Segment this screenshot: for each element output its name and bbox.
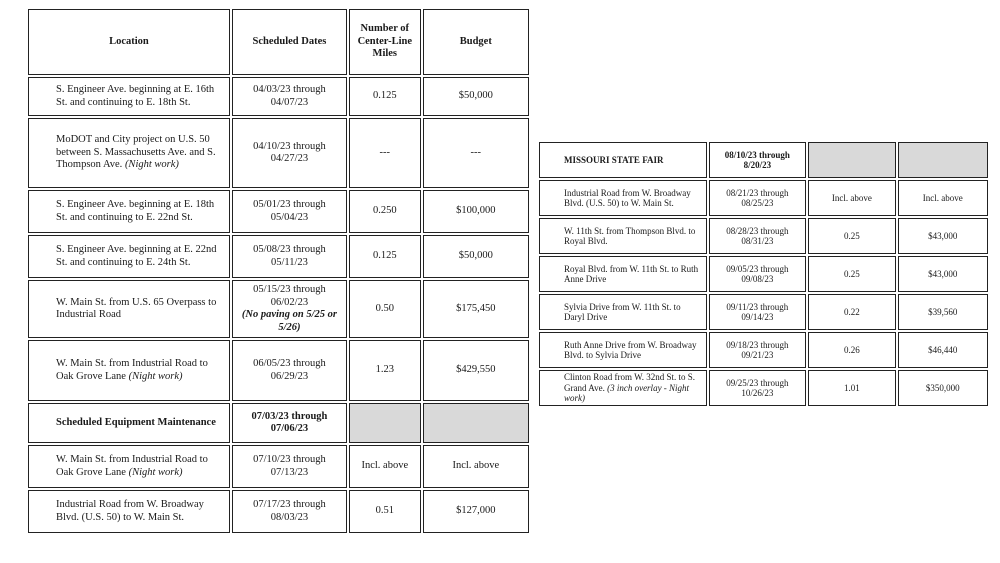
miles-cell: 0.25 bbox=[808, 218, 895, 254]
location-cell: Industrial Road from W. Broadway Blvd. (U.S. 50) to W. Main St. bbox=[539, 180, 707, 216]
state-fair-schedule-table bbox=[537, 140, 990, 408]
shaded-cell bbox=[898, 142, 988, 178]
table-row bbox=[539, 180, 988, 216]
shaded-cell bbox=[808, 142, 895, 178]
budget-cell: $50,000 bbox=[423, 77, 529, 116]
location-cell: S. Engineer Ave. beginning at E. 16th St. and continuing to E. 18th St. bbox=[28, 77, 230, 116]
dates-cell: 09/18/23 through 09/21/23 bbox=[709, 332, 807, 368]
dates-cell: 04/10/23 through 04/27/23 bbox=[232, 118, 347, 188]
dates-cell: 07/03/23 through 07/06/23 bbox=[232, 403, 347, 443]
table-row bbox=[28, 490, 529, 533]
table-row bbox=[539, 332, 988, 368]
location-cell: Royal Blvd. from W. 11th St. to Ruth Anne Drive bbox=[539, 256, 707, 292]
table-row bbox=[539, 294, 988, 330]
dates-cell: 07/10/23 through 07/13/23 bbox=[232, 445, 347, 488]
miles-cell: 0.125 bbox=[349, 235, 421, 278]
table-row bbox=[28, 445, 529, 488]
budget-cell: $429,550 bbox=[423, 340, 529, 401]
paving-schedule-table bbox=[26, 7, 531, 535]
location-cell: W. Main St. from Industrial Road to Oak Grove Lane (Night work) bbox=[28, 445, 230, 488]
budget-cell: --- bbox=[423, 118, 529, 188]
section-label: MISSOURI STATE FAIR bbox=[539, 142, 707, 178]
miles-cell: 0.25 bbox=[808, 256, 895, 292]
budget-cell: $43,000 bbox=[898, 256, 988, 292]
dates-cell: 09/25/23 through 10/26/23 bbox=[709, 370, 807, 406]
miles-cell: 0.51 bbox=[349, 490, 421, 533]
dates-cell: 05/01/23 through 05/04/23 bbox=[232, 190, 347, 233]
location-cell: W. Main St. from U.S. 65 Overpass to Industrial Road bbox=[28, 280, 230, 338]
table-row bbox=[539, 256, 988, 292]
miles-cell: 1.23 bbox=[349, 340, 421, 401]
table-row bbox=[28, 77, 529, 116]
dates-cell: 05/15/23 through 06/02/23 (No paving on 5/25 or 5/26) bbox=[232, 280, 347, 338]
location-cell: MoDOT and City project on U.S. 50 between S. Massachusetts Ave. and S. Thompson Ave. (Night work) bbox=[28, 118, 230, 188]
dates-cell: 06/05/23 through 06/29/23 bbox=[232, 340, 347, 401]
table-row bbox=[28, 235, 529, 278]
dates-cell: 09/05/23 through 09/08/23 bbox=[709, 256, 807, 292]
table-row bbox=[28, 280, 529, 338]
section-label: Scheduled Equipment Maintenance bbox=[28, 403, 230, 443]
miles-cell: --- bbox=[349, 118, 421, 188]
dates-cell: 07/17/23 through 08/03/23 bbox=[232, 490, 347, 533]
location-cell: Ruth Anne Drive from W. Broadway Blvd. to Sylvia Drive bbox=[539, 332, 707, 368]
budget-cell: $100,000 bbox=[423, 190, 529, 233]
budget-cell: $350,000 bbox=[898, 370, 988, 406]
dates-cell: 04/03/23 through 04/07/23 bbox=[232, 77, 347, 116]
dates-cell: 08/10/23 through 8/20/23 bbox=[709, 142, 807, 178]
dates-cell: 05/08/23 through 05/11/23 bbox=[232, 235, 347, 278]
header-budget: Budget bbox=[423, 9, 529, 75]
budget-cell: Incl. above bbox=[423, 445, 529, 488]
table-row bbox=[28, 340, 529, 401]
header-location: Location bbox=[28, 9, 230, 75]
table-row bbox=[539, 370, 988, 406]
miles-cell: 0.26 bbox=[808, 332, 895, 368]
miles-cell: 0.125 bbox=[349, 77, 421, 116]
location-cell: S. Engineer Ave. beginning at E. 22nd St. and continuing to E. 24th St. bbox=[28, 235, 230, 278]
location-cell: W. 11th St. from Thompson Blvd. to Royal Blvd. bbox=[539, 218, 707, 254]
miles-cell: 0.250 bbox=[349, 190, 421, 233]
shaded-cell bbox=[423, 403, 529, 443]
table-section-row bbox=[539, 142, 988, 178]
header-center-line-miles: Number of Center-Line Miles bbox=[349, 9, 421, 75]
budget-cell: $43,000 bbox=[898, 218, 988, 254]
location-cell: Industrial Road from W. Broadway Blvd. (U.S. 50) to W. Main St. bbox=[28, 490, 230, 533]
location-cell: W. Main St. from Industrial Road to Oak Grove Lane (Night work) bbox=[28, 340, 230, 401]
table-row bbox=[539, 218, 988, 254]
table-row bbox=[28, 190, 529, 233]
shaded-cell bbox=[349, 403, 421, 443]
miles-cell: 0.22 bbox=[808, 294, 895, 330]
budget-cell: $39,560 bbox=[898, 294, 988, 330]
miles-cell: 1.01 bbox=[808, 370, 895, 406]
miles-cell: Incl. above bbox=[349, 445, 421, 488]
miles-cell: 0.50 bbox=[349, 280, 421, 338]
budget-cell: $50,000 bbox=[423, 235, 529, 278]
location-cell: S. Engineer Ave. beginning at E. 18th St. and continuing to E. 22nd St. bbox=[28, 190, 230, 233]
dates-cell: 08/28/23 through 08/31/23 bbox=[709, 218, 807, 254]
table-section-row bbox=[28, 403, 529, 443]
dates-cell: 09/11/23 through 09/14/23 bbox=[709, 294, 807, 330]
budget-cell: $46,440 bbox=[898, 332, 988, 368]
table-row bbox=[28, 118, 529, 188]
dates-cell: 08/21/23 through 08/25/23 bbox=[709, 180, 807, 216]
budget-cell: Incl. above bbox=[898, 180, 988, 216]
header-scheduled-dates: Scheduled Dates bbox=[232, 9, 347, 75]
budget-cell: $175,450 bbox=[423, 280, 529, 338]
budget-cell: $127,000 bbox=[423, 490, 529, 533]
location-cell: Clinton Road from W. 32nd St. to S. Grand Ave. (3 inch overlay - Night work) bbox=[539, 370, 707, 406]
miles-cell: Incl. above bbox=[808, 180, 895, 216]
location-cell: Sylvia Drive from W. 11th St. to Daryl Drive bbox=[539, 294, 707, 330]
